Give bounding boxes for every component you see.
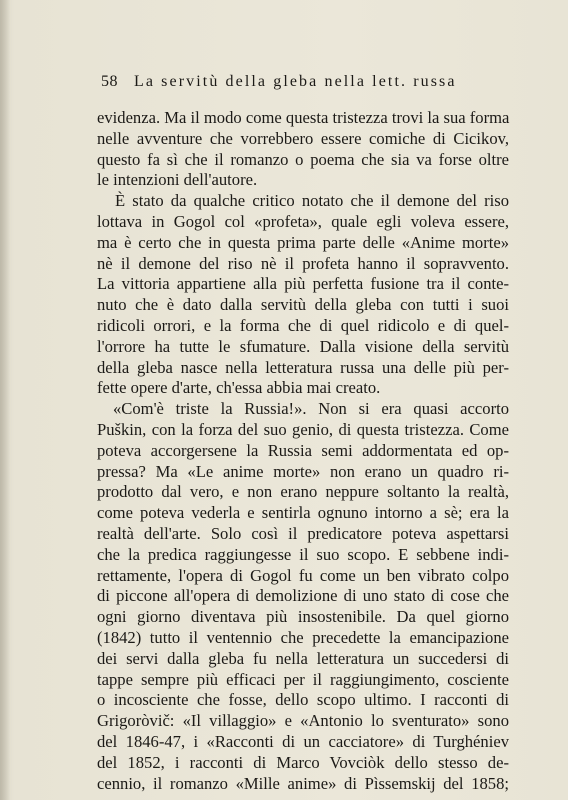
text-line: di piccone all'opera di demolizione di uno stato di cose che bbox=[97, 586, 509, 606]
text-line: Puškin, con la forza del suo genio, di questa tristezza. Come bbox=[97, 419, 509, 439]
text-line: nè il demone del riso nè il profeta hanno il sopravvento. bbox=[97, 253, 509, 273]
text-line: della gleba nasce nella letteratura russa una delle più per- bbox=[97, 357, 509, 377]
text-line: ridicoli orrori, e la forma che di quel ridicolo e di quel- bbox=[97, 315, 509, 335]
text-line: lottava in Gogol col «profeta», quale egli voleva essere, bbox=[97, 211, 509, 231]
text-line: dei servi dalla gleba fu nella letteratura un succedersi di bbox=[97, 648, 509, 668]
text-line: prodotto dal vero, e non erano neppure soltanto la realtà, bbox=[97, 482, 509, 502]
text-line: cennio, il romanzo «Mille anime» di Pìssemskij del 1858; bbox=[97, 773, 509, 793]
text-line: come poteva vederla e sentirla ognuno intorno a sè; era la bbox=[97, 503, 509, 523]
page-header bbox=[101, 72, 501, 92]
page-gutter-shadow bbox=[0, 0, 10, 800]
page-number: 58 bbox=[101, 73, 118, 90]
text-line: La vittoria appartiene alla più perfetta fusione tra il conte- bbox=[97, 274, 509, 294]
text-line: ogni giorno diventava più insostenibile. Da quel giorno bbox=[97, 607, 509, 627]
text-line: del 1852, i racconti di Marco Vovciòk dello stesso de- bbox=[97, 752, 509, 772]
text-line: fette opere d'arte, ch'essa abbia mai creato. bbox=[97, 378, 381, 398]
text-line: Grigoròvič: «Il villaggio» e «Antonio lo sventurato» sono bbox=[97, 711, 509, 731]
text-line: del 1846-47, i «Racconti di un cacciatore» di Turghéniev bbox=[97, 731, 509, 751]
text-line: rettamente, l'opera di Gogol fu come un ben vibrato colpo bbox=[97, 565, 509, 585]
text-line: evidenza. Ma il modo come questa tristezza trovi la sua forma bbox=[97, 108, 510, 127]
text-line: pressa? Ma «Le anime morte» non erano un quadro ri- bbox=[97, 461, 509, 481]
text-line: tappe sempre più efficaci per il raggiungimento, cosciente bbox=[97, 669, 509, 689]
text-line: nuto che è dato dalla servitù della gleba con tutti i suoi bbox=[97, 295, 509, 315]
text-line: poteva accorgersene la Russia semi addormentata ed op- bbox=[97, 440, 509, 460]
text-line: (1842) tutto il ventennio che precedette la emancipazione bbox=[97, 627, 509, 647]
text-line: l'orrore ha tutte le sfumature. Dalla visione della servitù bbox=[97, 336, 509, 356]
text-line: o incosciente che fosse, dello scopo ultimo. I racconti di bbox=[97, 690, 509, 710]
text-line: ma è certo che in questa prima parte delle «Anime morte» bbox=[97, 232, 509, 252]
text-line: le intenzioni dell'autore. bbox=[97, 170, 258, 190]
body-text bbox=[97, 108, 509, 794]
text-line: questo fa sì che il romanzo o poema che sia va forse oltre bbox=[97, 149, 509, 169]
text-line: realtà dell'arte. Solo così il predicatore poteva aspettarsi bbox=[97, 523, 509, 543]
text-line: «Com'è triste la Russia!». Non si era quasi accorto bbox=[113, 399, 509, 419]
text-line: che la predica raggiungesse il suo scopo. E sebbene indi- bbox=[97, 544, 509, 564]
text-line: È stato da qualche critico notato che il demone del riso bbox=[115, 191, 509, 211]
running-head: La servitù della gleba nella lett. russa bbox=[134, 73, 457, 90]
text-line: nelle avventure che vorrebbero essere comiche di Cicikov, bbox=[97, 128, 509, 148]
